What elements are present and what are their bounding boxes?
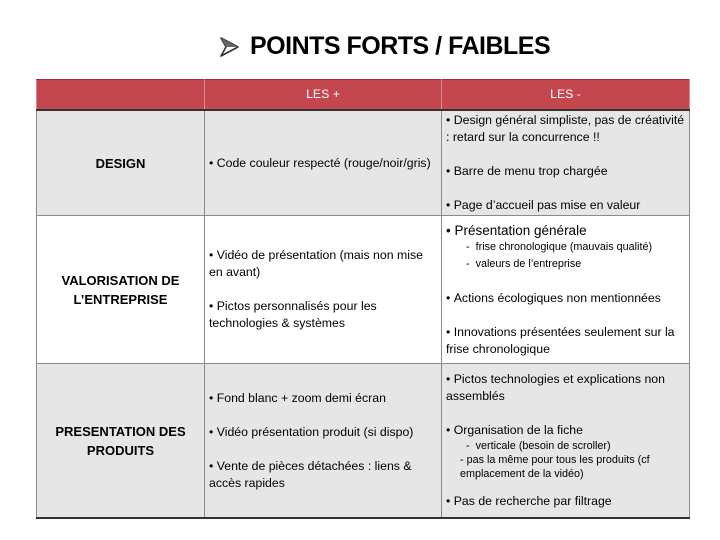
arrow-bullet-icon [218, 36, 240, 58]
header-empty-cell [37, 80, 205, 111]
sub-list-item: - valeurs de l’entreprise [466, 257, 582, 270]
list-item: • Présentation générale [446, 222, 685, 239]
header-minus: LES - [442, 80, 690, 111]
list-item: • Code couleur respecté (rouge/noir/gris) [209, 155, 437, 172]
row-label: VALORISATION DE L’ENTREPRISE [37, 216, 205, 364]
title-row [0, 30, 720, 70]
comparison-table [36, 79, 690, 519]
minus-cell [442, 110, 690, 216]
list-item: • Vidéo de présentation (mais non mise en avant) [209, 247, 437, 281]
minus-cell [442, 364, 690, 519]
sub-list-item: - pas la même pour tous les produits (cf emplacement de la vidéo) [460, 454, 650, 480]
row-label: DESIGN [37, 110, 205, 216]
list-item: • Page d’accueil pas mise en valeur [446, 197, 685, 214]
list-item: • Pictos technologies et explications non assemblés [446, 371, 685, 405]
table-row-design [37, 110, 690, 216]
row-label: PRESENTATION DES PRODUITS [37, 364, 205, 519]
plus-cell [205, 364, 442, 519]
list-item: • Design général simpliste, pas de créativité : retard sur la concurrence !! [446, 112, 685, 146]
list-item: • Vente de pièces détachées : liens & accès rapides [209, 458, 437, 492]
sub-list-item: - verticale (besoin de scroller) [466, 440, 611, 452]
page-title: POINTS FORTS / FAIBLES [250, 32, 551, 60]
list-item: • Vidéo présentation produit (si dispo) [209, 424, 437, 441]
plus-cell [205, 216, 442, 364]
minus-cell [442, 216, 690, 364]
sub-list-item: - frise chronologique (mauvais qualité) [466, 240, 653, 253]
table-row-produits [37, 364, 690, 519]
header-plus: LES + [205, 80, 442, 111]
list-item: • Innovations présentées seulement sur la frise chronologique [446, 324, 685, 358]
plus-cell [205, 110, 442, 216]
table-header-row [37, 80, 690, 111]
list-item: • Actions écologiques non mentionnées [446, 290, 685, 307]
table-row-valorisation [37, 216, 690, 364]
list-item: • Pictos personnalisés pour les technologies & systèmes [209, 298, 437, 332]
list-item: • Organisation de la fiche [446, 422, 685, 439]
list-item: • Fond blanc + zoom demi écran [209, 390, 437, 407]
list-item: • Barre de menu trop chargée [446, 163, 685, 180]
list-item: • Pas de recherche par filtrage [446, 493, 685, 510]
